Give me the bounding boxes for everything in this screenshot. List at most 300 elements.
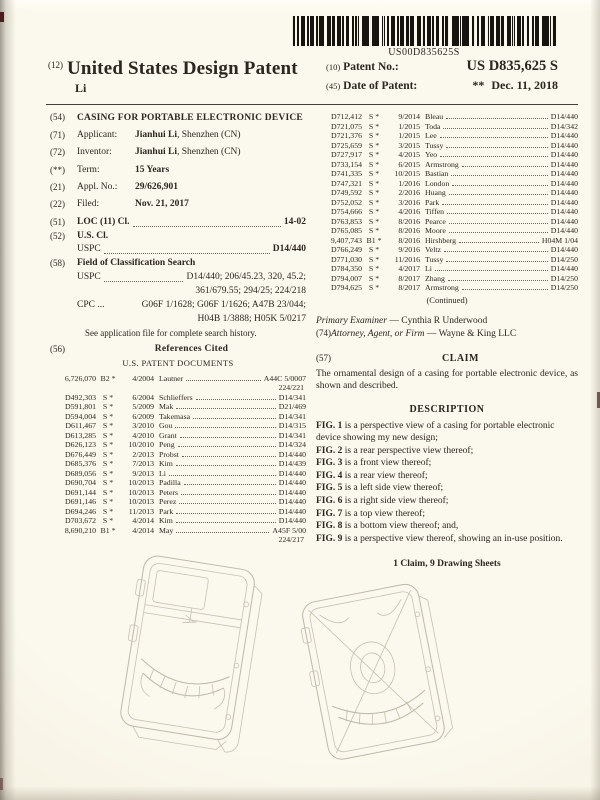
applicant-location: , Shenzhen (CN) — [176, 129, 241, 140]
ref-classification: D21/469 — [278, 402, 306, 412]
inid-74: (74) — [316, 328, 331, 339]
reference-row — [316, 179, 578, 189]
figure-number: FIG. 3 — [316, 458, 343, 469]
ref-classification-line2: 224/217 — [278, 535, 304, 545]
ref-classification: D14/341 — [278, 411, 306, 421]
reference-row — [316, 255, 578, 265]
ref-patent-number: D752,052 — [331, 197, 362, 207]
ref-kind-code: S * — [102, 411, 114, 421]
dotted-leader — [449, 194, 548, 195]
dotted-leader — [462, 166, 548, 167]
ref-classification: D14/440 — [550, 159, 578, 169]
ref-kind-code: S * — [102, 478, 114, 488]
ref-date: 10/2010 — [128, 440, 154, 450]
search-cpc-line1 — [77, 300, 306, 312]
dotted-leader — [193, 418, 276, 419]
dotted-leader — [448, 280, 548, 281]
field-term — [50, 165, 306, 177]
appl-no-label: Appl. No.: — [77, 181, 118, 192]
ref-classification: D14/440 — [550, 207, 578, 216]
ref-classification: A45F 5/00 — [272, 525, 306, 535]
claims-sheets-note: 1 Claim, 9 Drawing Sheets — [393, 559, 501, 570]
references-cited-title: References Cited — [154, 343, 229, 354]
ref-date: 8/2016 — [398, 226, 420, 235]
figure-caption: is a rear view thereof; — [342, 470, 428, 481]
dotted-leader — [186, 380, 261, 381]
ref-classification: D14/440 — [550, 226, 578, 235]
ref-classification: D14/440 — [550, 245, 578, 254]
reference-row — [50, 459, 306, 469]
ref-kind-code: B1 * — [366, 235, 382, 245]
figure-description-list — [316, 420, 578, 545]
ref-inventor-name: Bleau — [425, 112, 444, 121]
ref-classification: D14/440 — [550, 197, 578, 207]
ref-patent-number: D694,246 — [65, 506, 96, 516]
figure-number: FIG. 1 — [316, 420, 343, 431]
uspc-line — [77, 244, 306, 256]
ref-patent-number: D691,144 — [65, 487, 96, 497]
ref-inventor-name: Moore — [425, 226, 446, 235]
field-applicant — [50, 130, 306, 142]
attorney-label: Attorney, Agent, or Firm — [331, 329, 425, 340]
ref-kind-code: S * — [102, 421, 114, 431]
dotted-leader — [447, 213, 548, 214]
search-history-note: See application file for complete search history. — [85, 327, 257, 338]
patent-date: Dec. 11, 2018 — [491, 78, 558, 92]
primary-examiner-line — [316, 315, 578, 328]
ref-patent-number: D763,853 — [331, 216, 362, 226]
attorney-line — [316, 327, 578, 341]
dotted-leader — [180, 437, 276, 438]
ref-classification: D14/250 — [550, 254, 578, 264]
ref-inventor-name: Perez — [159, 497, 177, 507]
dotted-leader — [181, 494, 276, 495]
reference-row — [50, 507, 306, 517]
inid-57: (57) — [316, 353, 331, 364]
ref-inventor-name: Tussy — [425, 140, 444, 150]
reference-row — [316, 264, 578, 274]
document-header — [48, 58, 558, 96]
ref-kind-code: S * — [102, 506, 114, 516]
figure-caption: is a top view thereof; — [342, 508, 425, 519]
ref-inventor-name: Park — [159, 506, 174, 516]
ref-inventor-name: Lautner — [159, 373, 184, 383]
reference-row — [50, 431, 306, 441]
reference-row — [50, 516, 306, 526]
references-table-left — [50, 374, 306, 545]
ref-patent-number: 8,690,210 — [64, 525, 96, 535]
reference-row — [316, 283, 578, 293]
ref-kind-code: S * — [368, 140, 380, 150]
application-number: 29/626,901 — [135, 181, 179, 192]
ref-date: 4/2017 — [398, 264, 420, 273]
dash: — — [386, 315, 402, 326]
ref-date: 4/2004 — [132, 373, 154, 383]
loc-label: LOC (11) Cl. — [77, 216, 130, 227]
ref-kind-code: S * — [368, 159, 380, 169]
references-heading — [50, 344, 306, 354]
barcode-bars-image — [292, 16, 556, 46]
ref-classification: D14/440 — [550, 264, 578, 273]
field-us-cl — [50, 231, 306, 243]
left-column — [50, 112, 306, 569]
search-cpc-line2 — [77, 314, 306, 326]
ref-patent-number: D591,801 — [65, 402, 96, 412]
field-title — [50, 112, 306, 124]
ref-kind-code: S * — [368, 131, 380, 140]
figure-description-line — [316, 420, 578, 445]
figure-number: FIG. 5 — [316, 483, 343, 494]
search-uspc-line2 — [77, 286, 306, 298]
reference-row — [50, 421, 306, 431]
reference-row — [316, 131, 578, 141]
reference-row — [316, 160, 578, 170]
search-cpc-value1: G06F 1/1628; G06F 1/1626; A47B 23/044; — [141, 299, 306, 310]
ref-date: 2/2013 — [132, 449, 154, 459]
ref-classification: D14/440 — [550, 216, 578, 226]
ref-kind-code: S * — [368, 207, 380, 216]
ref-date: 1/2016 — [398, 178, 420, 188]
search-label: Field of Classification Search — [77, 258, 196, 269]
inventor-label: Inventor: — [77, 147, 112, 158]
ref-patent-number: 9,407,743 — [330, 235, 362, 245]
figure-caption: is a perspective view thereof, showing an in-use position. — [342, 533, 563, 544]
ref-patent-number: D794,007 — [331, 273, 362, 283]
ref-patent-number: D741,335 — [331, 169, 362, 178]
ref-classification-line2: 224/221 — [278, 383, 304, 393]
ref-kind-code: S * — [368, 197, 380, 207]
ref-date: 5/2009 — [132, 402, 154, 412]
dotted-leader — [435, 270, 548, 271]
ref-inventor-name: Toda — [425, 121, 441, 131]
filed-value — [135, 199, 306, 211]
inid-71: (71) — [50, 129, 65, 140]
ref-classification: D14/440 — [278, 449, 306, 459]
inid-52: (52) — [50, 230, 65, 241]
ref-date: 8/2016 — [398, 216, 420, 226]
dotted-leader — [179, 503, 275, 504]
dotted-leader — [182, 456, 276, 457]
ref-classification: D14/341 — [278, 430, 306, 440]
dotted-leader — [446, 118, 548, 119]
patent-number: US D835,625 S — [466, 58, 558, 74]
reference-row — [50, 412, 306, 422]
reference-row — [316, 274, 578, 284]
figure-number: FIG. 7 — [316, 508, 343, 519]
figure-description-line — [316, 533, 578, 546]
barcode — [291, 16, 557, 58]
ref-classification: A44C 5/0007 — [263, 373, 306, 383]
primary-examiner-label: Primary Examiner — [316, 315, 387, 326]
dotted-leader — [196, 399, 276, 400]
ref-classification: D14/440 — [278, 468, 306, 478]
ref-classification: D14/440 — [550, 112, 578, 121]
ref-inventor-name: Armstrong — [425, 159, 459, 169]
uspc-label: USPC — [77, 244, 101, 255]
ref-patent-number: D794,625 — [331, 283, 362, 292]
figure-number: FIG. 2 — [316, 445, 343, 456]
ref-inventor-name: Tussy — [425, 254, 444, 264]
patent-no-label: Patent No.: — [343, 61, 399, 73]
ref-inventor-name: Takemasa — [159, 411, 191, 421]
dotted-leader — [442, 204, 547, 205]
ref-kind-code: S * — [368, 216, 380, 226]
dotted-leader — [176, 513, 275, 514]
ref-patent-number: D771,030 — [331, 254, 362, 264]
ref-date: 2/2016 — [398, 188, 420, 197]
filed-label: Filed: — [77, 199, 100, 210]
reference-row — [316, 207, 578, 217]
ref-patent-number: D594,004 — [65, 411, 96, 421]
ref-inventor-name: Park — [425, 197, 440, 207]
date-of-patent-label: Date of Patent: — [343, 80, 418, 92]
dotted-leader — [133, 217, 281, 227]
inid-code-10: (10) — [326, 62, 341, 72]
reference-row — [50, 488, 306, 498]
ref-classification: D14/440 — [550, 131, 578, 140]
ref-classification: D14/439 — [278, 459, 306, 469]
applicant-label: Applicant: — [77, 129, 118, 140]
ref-inventor-name: Armstrong — [425, 283, 459, 292]
ref-inventor-name: Lee — [425, 131, 437, 140]
ref-kind-code: B1 * — [100, 525, 116, 535]
inid-58: (58) — [50, 258, 65, 269]
ref-date: 1/2015 — [398, 121, 420, 131]
inventor-value — [135, 147, 306, 159]
ref-patent-number: D611,467 — [65, 421, 96, 431]
ref-classification: D14/440 — [278, 478, 306, 488]
figure-description-line — [316, 445, 578, 458]
search-cpc-label: CPC ... — [77, 299, 105, 310]
ref-kind-code: S * — [368, 226, 380, 235]
ref-date: 10/2013 — [128, 487, 154, 497]
ref-classification: D14/440 — [278, 516, 306, 526]
ref-date: 9/2013 — [132, 468, 154, 478]
ref-patent-number: D727,917 — [331, 150, 362, 159]
dotted-leader — [176, 522, 276, 523]
dotted-leader — [178, 446, 276, 447]
figure-number: FIG. 6 — [316, 496, 343, 506]
dotted-leader — [440, 156, 547, 157]
reference-row — [50, 393, 306, 403]
ref-classification: D14/315 — [278, 421, 306, 431]
figure-caption: is a perspective view of a casing for portable electronic device showing my new design; — [316, 420, 555, 444]
ref-patent-number: D712,412 — [331, 112, 362, 121]
ref-patent-number: D676,449 — [65, 449, 96, 459]
ref-inventor-name: Zhang — [425, 273, 445, 283]
figure-description-line — [316, 520, 578, 533]
ref-classification: D14/440 — [550, 188, 578, 197]
ref-kind-code: S * — [368, 273, 380, 283]
appl-no-value — [135, 182, 306, 194]
ref-patent-number: 6,726,070 — [64, 373, 96, 383]
ref-patent-number: D691,146 — [65, 497, 96, 507]
dotted-leader — [176, 532, 269, 533]
ref-patent-number: D784,350 — [331, 264, 362, 273]
ref-classification: D14/440 — [278, 497, 306, 507]
reference-row — [316, 150, 578, 160]
ref-patent-number: D721,075 — [331, 121, 362, 131]
figure-description-line — [316, 508, 578, 521]
dotted-leader — [446, 147, 547, 148]
reference-row — [316, 188, 578, 198]
reference-row — [316, 169, 578, 179]
ref-inventor-name: Probst — [159, 449, 179, 459]
ref-date: 4/2016 — [398, 207, 420, 216]
reference-row — [50, 374, 306, 384]
ref-classification: D14/342 — [550, 121, 578, 131]
ref-inventor-name: Peters — [159, 487, 179, 497]
ref-kind-code: S * — [102, 430, 114, 440]
ref-inventor-name: Gou — [159, 421, 173, 431]
ref-inventor-name: May — [159, 525, 174, 535]
search-cpc-value2: H04B 1/3888; H05K 5/0217 — [197, 313, 306, 324]
ref-kind-code: B2 * — [100, 373, 116, 383]
figure-description-line — [316, 470, 578, 483]
ref-kind-code: S * — [368, 178, 380, 188]
us-cl-label: U.S. Cl. — [77, 230, 109, 241]
ref-patent-number: D733,154 — [331, 159, 362, 169]
ref-date: 6/2004 — [132, 392, 154, 402]
ref-kind-code: S * — [368, 112, 380, 121]
ref-kind-code: S * — [368, 254, 380, 264]
ref-classification: D14/440 — [550, 169, 578, 178]
reference-row — [50, 402, 306, 412]
field-search — [50, 258, 306, 270]
ref-patent-number: D689,056 — [65, 468, 96, 478]
ref-kind-code: S * — [368, 264, 380, 273]
dotted-leader — [462, 289, 548, 290]
ref-kind-code: S * — [102, 487, 114, 497]
figure-description-line — [316, 457, 578, 470]
field-loc — [50, 217, 306, 229]
filing-date: Nov. 21, 2017 — [135, 199, 189, 210]
ref-classification: D14/440 — [278, 487, 306, 497]
dotted-leader — [446, 261, 547, 262]
inid-72: (72) — [50, 147, 65, 158]
ref-classification: H04M 1/04 — [541, 235, 578, 245]
ref-inventor-name: Hirshberg — [425, 235, 457, 245]
reference-row — [50, 526, 306, 536]
search-uspc-label: USPC — [77, 272, 101, 283]
search-uspc-line1 — [77, 272, 306, 284]
ref-date: 3/2010 — [132, 421, 154, 431]
ref-inventor-name: Li — [159, 468, 166, 478]
ref-patent-number: D613,285 — [65, 430, 96, 440]
term-years: 15 Years — [135, 164, 170, 175]
reference-row — [50, 440, 306, 450]
ref-kind-code: S * — [102, 516, 114, 526]
ref-date: 9/2016 — [398, 245, 420, 254]
dotted-leader — [443, 128, 547, 129]
references-table-right — [316, 112, 578, 293]
ref-patent-number: D766,249 — [331, 245, 362, 254]
ref-date: 8/2017 — [398, 283, 420, 292]
dash: — — [424, 329, 439, 340]
ref-kind-code: S * — [102, 440, 114, 450]
applicant-value — [135, 130, 306, 142]
ref-kind-code: S * — [102, 402, 114, 412]
ref-date: 4/2010 — [132, 430, 154, 440]
inid-54: (54) — [50, 112, 65, 122]
attorney-name: Wayne & King LLC — [438, 329, 517, 340]
dotted-leader — [176, 408, 275, 409]
ref-inventor-name: Grant — [159, 430, 177, 440]
continued-note: (Continued) — [426, 294, 468, 305]
inid-21: (21) — [50, 181, 65, 192]
inventor-surname: Li — [75, 81, 87, 95]
ref-patent-number: D685,376 — [65, 459, 96, 469]
header-divider — [46, 104, 578, 105]
figure-caption: is a rear perspective view thereof; — [342, 445, 474, 456]
ref-date: 8/2017 — [398, 273, 420, 283]
ref-patent-number: D747,321 — [331, 178, 362, 188]
ref-date: 1/2015 — [398, 131, 420, 140]
ref-patent-number: D690,704 — [65, 478, 96, 488]
figure-caption: is a left side view thereof; — [342, 483, 444, 494]
ref-classification: D14/440 — [550, 178, 578, 188]
ref-date: 7/2013 — [132, 459, 154, 469]
figure-number: FIG. 8 — [316, 521, 343, 532]
ref-patent-number: D721,376 — [331, 131, 362, 140]
ref-kind-code: S * — [102, 497, 114, 507]
right-column — [316, 112, 578, 569]
ref-inventor-name: London — [425, 178, 450, 188]
reference-row — [50, 450, 306, 460]
term-label: Term: — [77, 164, 100, 175]
ref-classification: D14/250 — [550, 283, 578, 292]
uspc-value: D14/440 — [272, 244, 306, 255]
ref-date: 8/2016 — [398, 235, 420, 245]
ref-inventor-name: Padilla — [159, 478, 181, 488]
ref-patent-number: D492,303 — [65, 392, 96, 402]
ref-classification: D14/440 — [550, 140, 578, 150]
ref-date: 11/2016 — [394, 254, 420, 264]
figure-caption: is a right side view thereof; — [342, 496, 449, 506]
ref-classification: D14/440 — [550, 150, 578, 159]
figure-2-rear-perspective-drawing — [288, 580, 463, 790]
dotted-leader — [169, 475, 276, 476]
ref-date: 3/2016 — [398, 197, 420, 207]
reference-row — [316, 245, 578, 255]
dotted-leader — [459, 242, 539, 243]
ref-inventor-name: Yeo — [425, 150, 438, 159]
ref-inventor-name: Peng — [159, 440, 175, 450]
primary-examiner-name: Cynthia R Underwood — [401, 315, 488, 326]
ref-classification: D14/440 — [278, 506, 306, 516]
dotted-leader — [176, 465, 276, 466]
figure-description-line — [316, 495, 578, 508]
ref-patent-number: D765,085 — [331, 226, 362, 235]
ref-date: 3/2015 — [398, 140, 420, 150]
dotted-leader — [184, 484, 276, 485]
ref-kind-code: S * — [368, 121, 380, 131]
figure-caption: is a front view thereof; — [342, 458, 432, 469]
ref-inventor-name: Mak — [159, 402, 174, 412]
reference-row — [316, 112, 578, 122]
us-patent-documents-title: U.S. PATENT DOCUMENTS — [122, 357, 234, 368]
ref-inventor-name: Kim — [159, 516, 173, 526]
field-appl-no — [50, 182, 306, 194]
ref-kind-code: S * — [368, 169, 380, 178]
inid-22: (22) — [50, 199, 65, 210]
search-uspc-value1: D14/440; 206/45.23, 320, 45.2; — [186, 272, 306, 283]
search-uspc-value2: 361/679.55; 294/25; 224/218 — [195, 286, 306, 297]
barcode-number: US00D835625S — [388, 47, 460, 58]
inid-term: (**) — [50, 164, 65, 175]
inid-51: (51) — [50, 216, 65, 227]
examiner-block — [316, 315, 578, 342]
